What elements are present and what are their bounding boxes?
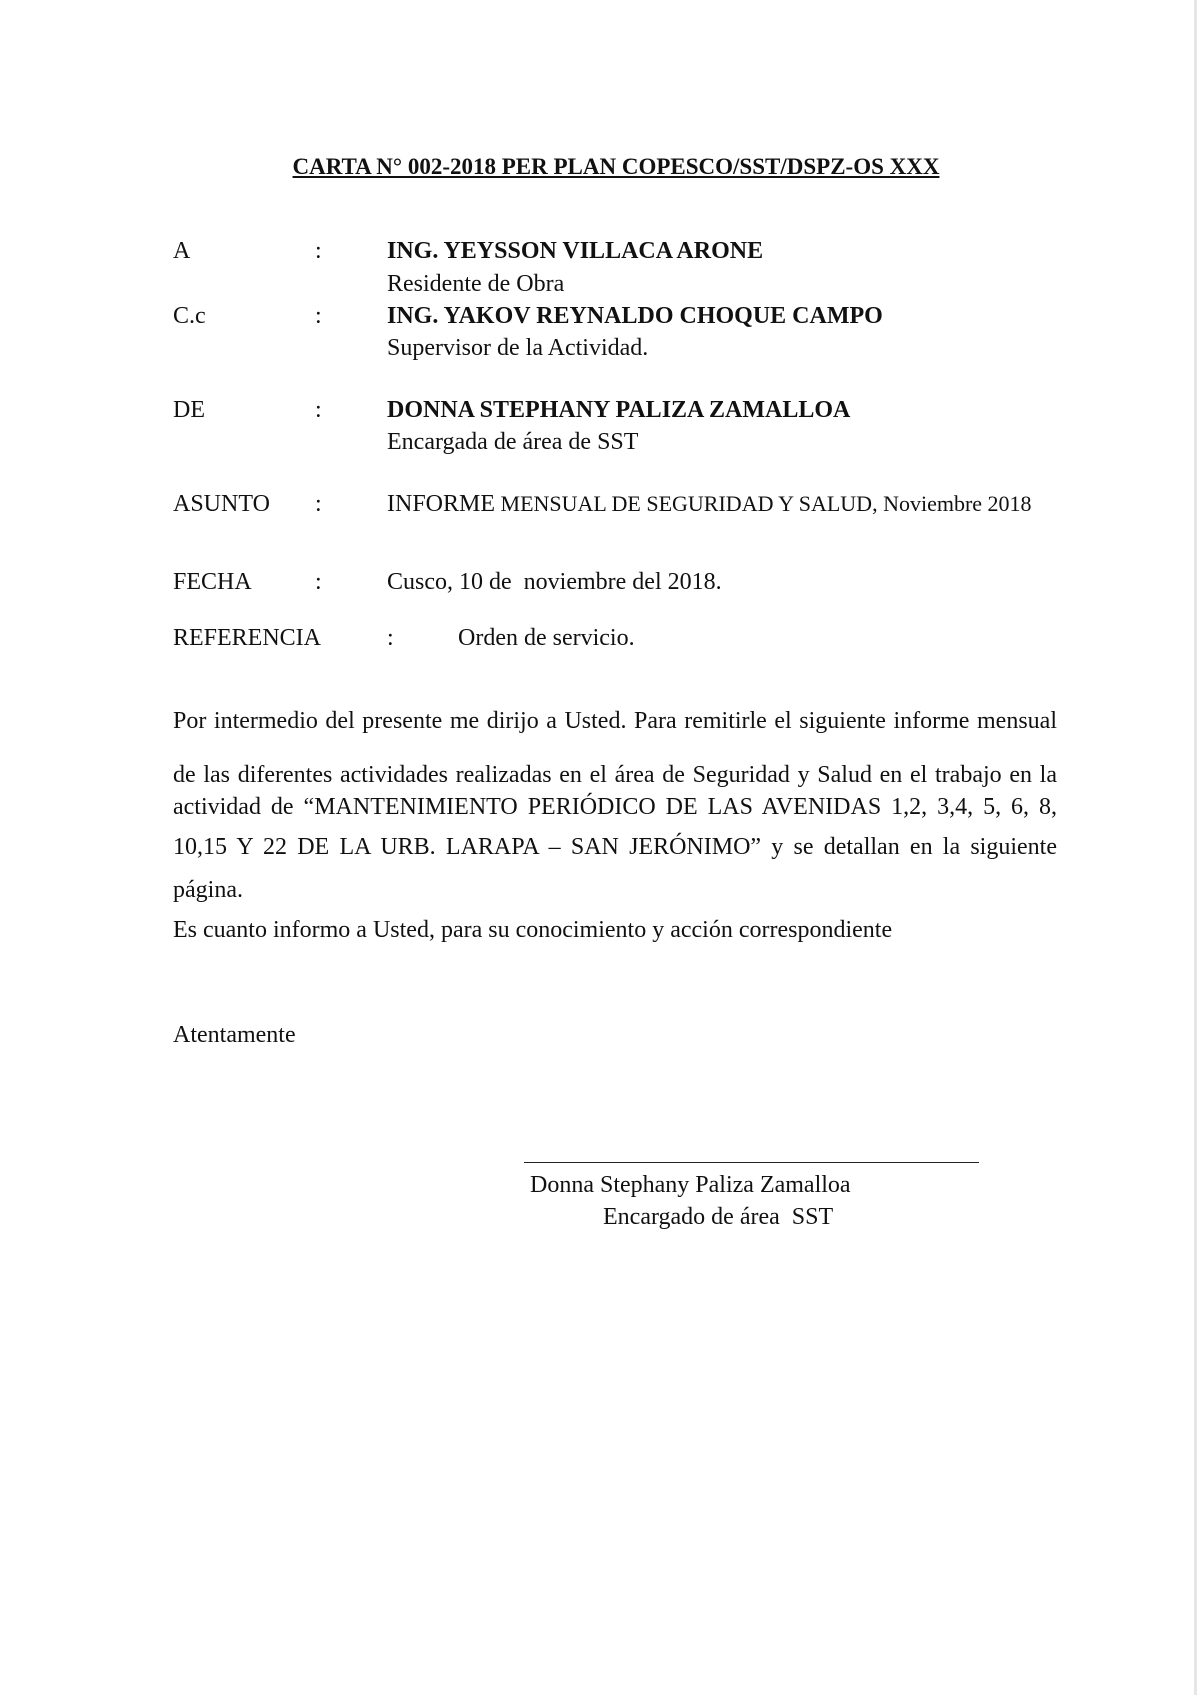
date-value: Cusco, 10 de noviembre del 2018.	[387, 569, 722, 595]
reference-value: Orden de servicio.	[458, 625, 635, 651]
subject-lead: INFORME	[387, 491, 496, 517]
body-line-5: página.	[173, 877, 243, 903]
subject-tail: Noviembre 2018	[883, 491, 1032, 516]
closing-text: Atentamente	[173, 1022, 296, 1048]
subject-rest: MENSUAL DE SEGURIDAD Y SALUD,	[495, 491, 884, 516]
body-line-4: 10,15 Y 22 DE LA URB. LARAPA – SAN JERÓNIMO” y se detallan en la siguiente	[173, 834, 1057, 860]
body-line-3: actividad de “MANTENIMIENTO PERIÓDICO DE LAS AVENIDAS 1,2, 3,4, 5, 6, 8,	[173, 794, 1057, 820]
field-colon-a: :	[315, 238, 322, 264]
field-colon-referencia: :	[387, 625, 394, 651]
recipient-role: Residente de Obra	[387, 271, 565, 297]
field-label-referencia: REFERENCIA	[173, 625, 322, 651]
field-colon-fecha: :	[315, 569, 322, 595]
field-label-cc: C.c	[173, 303, 206, 329]
field-label-fecha: FECHA	[173, 569, 252, 595]
cc-role: Supervisor de la Actividad.	[387, 335, 649, 361]
sender-name: DONNA STEPHANY PALIZA ZAMALLOA	[387, 397, 851, 423]
field-colon-cc: :	[315, 303, 322, 329]
field-label-a: A	[173, 238, 191, 264]
cc-name: ING. YAKOV REYNALDO CHOQUE CAMPO	[387, 303, 883, 329]
body-line-2: de las diferentes actividades realizadas en el área de Seguridad y Salud en el trabajo en la	[173, 762, 1057, 788]
signature-name: Donna Stephany Paliza Zamalloa	[530, 1172, 851, 1198]
recipient-name: ING. YEYSSON VILLACA ARONE	[387, 238, 764, 264]
letter-title: CARTA N° 002-2018 PER PLAN COPESCO/SST/DSPZ-OS XXX	[292, 154, 940, 179]
signature-line	[524, 1162, 979, 1163]
sender-role: Encargada de área de SST	[387, 429, 639, 455]
subject-value	[387, 488, 1032, 520]
body-paragraph-1: Por intermedio del presente me dirijo a Usted. Para remitirle el siguiente informe mensual	[173, 708, 1057, 734]
field-label-asunto: ASUNTO	[173, 491, 270, 517]
field-label-de: DE	[173, 397, 205, 423]
field-colon-asunto: :	[315, 491, 322, 517]
field-colon-de: :	[315, 397, 322, 423]
body-paragraph-3: Es cuanto informo a Usted, para su conocimiento y acción correspondiente	[173, 917, 893, 943]
signature-role: Encargado de área SST	[603, 1204, 834, 1230]
